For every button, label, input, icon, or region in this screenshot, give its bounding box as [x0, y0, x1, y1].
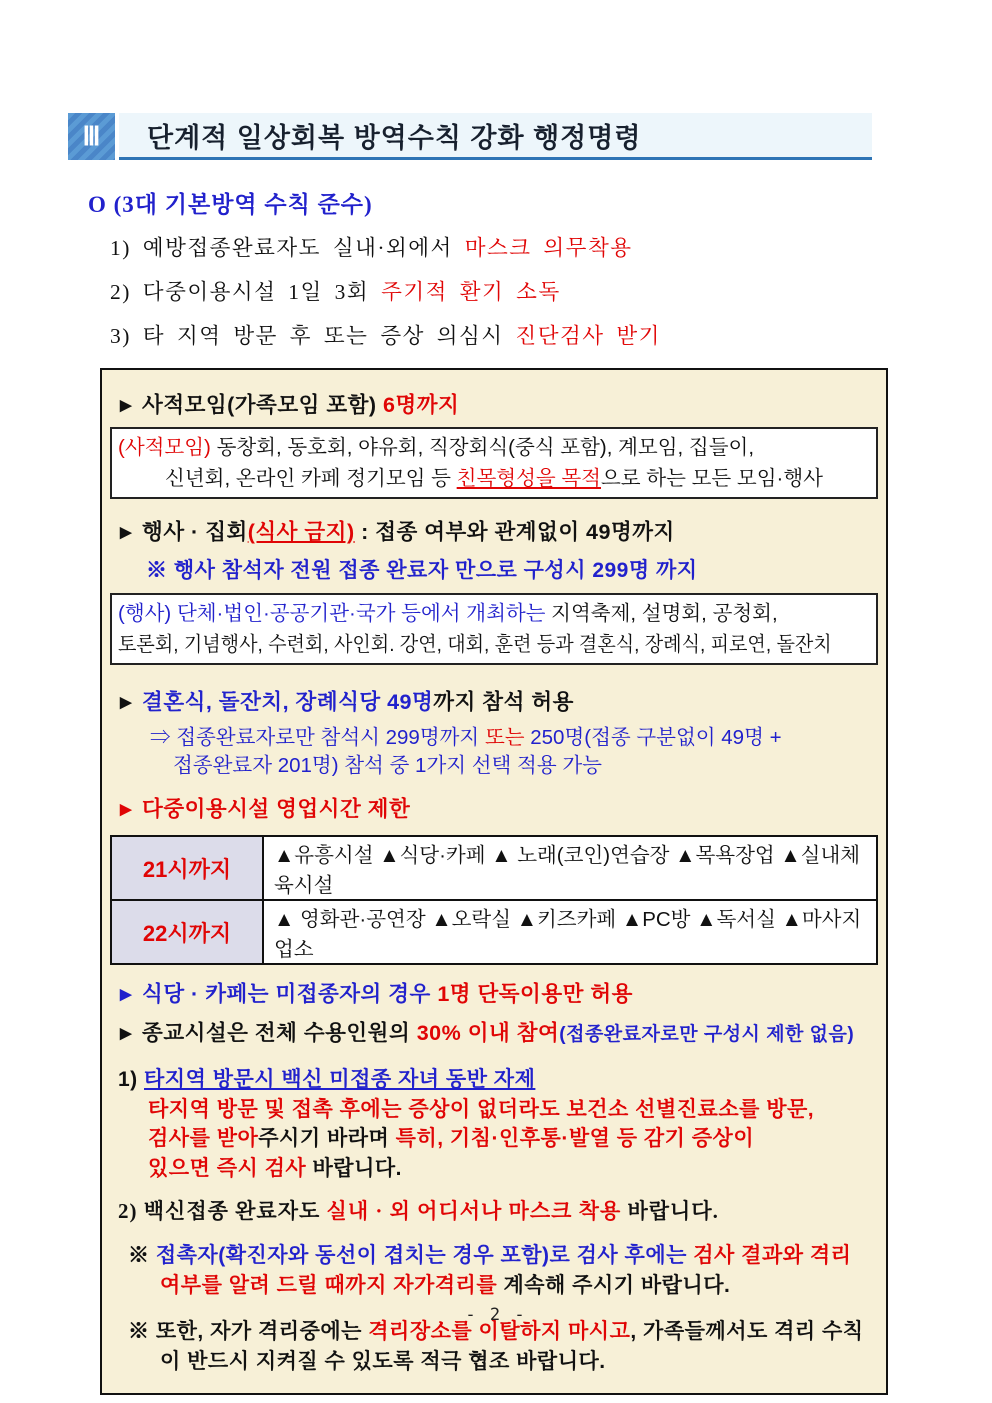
- facilities-cell: ▲유흥시설 ▲식당·카페 ▲ 노래(코인)연습장 ▲목욕장업 ▲실내체육시설: [263, 836, 877, 900]
- note-text: 으로 하는 모든 모임·행사: [601, 467, 823, 490]
- advice-number: 1): [118, 1068, 145, 1091]
- rule-text: : 접종 여부와 관계없이 49명까지: [354, 520, 675, 544]
- rule-limit: 1명 단독이용만 허용: [437, 982, 633, 1006]
- option-text: 접종완료자로만 참석시 299명까지: [176, 726, 485, 749]
- advice-text: 특히, 기침·인후통·발열 등 감기 증상이: [395, 1127, 755, 1150]
- facilities-cell: ▲ 영화관·공연장 ▲오락실 ▲키즈카페 ▲PC방 ▲독서실 ▲마사지업소: [263, 900, 877, 964]
- item-highlight: 주기적 환기 소독: [381, 280, 561, 304]
- rule-title: 다중이용시설 영업시간 제한: [142, 797, 411, 821]
- advice-text: 바랍니다.: [621, 1199, 719, 1223]
- rule-exception: (접종완료자로만 구성시 제한 없음): [559, 1024, 855, 1045]
- intro-item-2: [110, 278, 902, 307]
- advice-text: 바랍니다.: [312, 1156, 402, 1180]
- table-row: [111, 900, 877, 964]
- time-limit-cell: 22시까지: [111, 900, 263, 964]
- section-title: 단계적 일상회복 방역수칙 강화 행정명령: [147, 122, 642, 153]
- note-text: , 가족들께서도 격리 수칙이 반드시 지켜질 수 있도록 적극 협조 바랍니다.: [160, 1320, 864, 1373]
- triangle-bullet-icon: ▶: [120, 801, 133, 818]
- no-meal-label: (식사 금지): [247, 520, 355, 544]
- note-highlight: 격리장소를 이탈하지 마시고: [368, 1320, 631, 1343]
- section-header: [68, 113, 872, 160]
- rule-text: 행사 · 집회: [142, 520, 248, 544]
- mask-advice-line: [118, 1195, 878, 1225]
- quarantine-note-1: [128, 1241, 878, 1301]
- intro-item-3: [110, 322, 902, 351]
- rule-text: 종교시설은 전체 수용인원의: [142, 1021, 417, 1045]
- item-text: 다중이용시설 1일 3회: [142, 280, 382, 304]
- note-text: 지역축제, 설명회, 공청회,: [551, 602, 778, 625]
- item-number: 3): [110, 324, 131, 348]
- note-text: 토론회, 기념행사, 수련회, 사인회. 강연, 대회, 훈련 등과 결혼식, 장례식, 피로연, 돌잔치: [118, 633, 832, 656]
- note-line-2: [118, 463, 870, 494]
- note-highlight: 친목형성을 목적: [456, 467, 601, 490]
- wedding-option-line-2: 접종완료자 201명) 참석 중 1가지 선택 적용 가능: [173, 754, 602, 777]
- advice-line-1: 타지역 방문 및 접촉 후에는 증상이 없더라도 보건소 선별진료소를 방문,: [148, 1097, 815, 1121]
- or-highlight: 또는: [484, 726, 525, 749]
- item-number: 2): [110, 280, 131, 304]
- triangle-bullet-icon: ▶: [120, 397, 133, 414]
- item-highlight: 마스크 의무착용: [464, 236, 633, 260]
- triangle-bullet-icon: ▶: [120, 1025, 133, 1042]
- triangle-bullet-icon: ▶: [120, 694, 133, 711]
- advice-text: 주시기 바라며: [258, 1127, 396, 1150]
- section-number-badge: [68, 113, 115, 160]
- wedding-option-line-1: [150, 724, 878, 752]
- rule-limit: 30% 이내 참여: [416, 1021, 560, 1045]
- arrow-icon: ⇒: [150, 726, 177, 749]
- travel-advice-block: [118, 1065, 878, 1183]
- event-definition-note: [110, 593, 878, 665]
- intro-item-1: [110, 234, 902, 263]
- advice-text: 백신접종 완료자도: [143, 1199, 327, 1223]
- advice-line-3: [148, 1154, 878, 1184]
- advice-text: 있으면 즉시 검사: [148, 1156, 313, 1180]
- event-exception-note: ※ 행사 참석자 전원 접종 완료자 만으로 구성시 299명 까지: [146, 559, 698, 582]
- rule-text: 까지 참석 허용: [433, 690, 574, 714]
- section-title-bar: [119, 113, 872, 160]
- triangle-bullet-icon: ▶: [120, 524, 133, 541]
- quarantine-note-2: [128, 1317, 878, 1377]
- note-text: 계속해 주시기 바랍니다.: [497, 1274, 731, 1297]
- private-gathering-note: [110, 427, 878, 499]
- item-text: 예방접종완료자도 실내·외에서: [142, 236, 465, 260]
- note-mark: ※: [128, 1320, 156, 1343]
- note-text: 신년회, 온라인 카페 정기모임 등: [165, 467, 457, 490]
- option-text: 250명(접종 구분없이 49명 +: [524, 726, 782, 749]
- note-highlight: 검사 결과와 격리 여부를 알려 드릴 때까지 자가격리를: [160, 1244, 852, 1297]
- rules-box: [100, 368, 888, 1395]
- item-text: 타 지역 방문 후 또는 증상 의심시: [142, 324, 516, 348]
- advice-highlight: 실내 · 외 어디서나 마스크 착용: [326, 1199, 622, 1223]
- table-row: [111, 836, 877, 900]
- private-gathering-rule: [120, 388, 878, 419]
- advice-number: 2): [118, 1199, 144, 1223]
- event-assembly-rule: [120, 515, 878, 546]
- note-text: 접촉자(확진자와 동선이 겹치는 경우 포함)로 검사 후에는: [155, 1244, 694, 1267]
- note-label: (사적모임): [118, 436, 217, 459]
- business-hours-table: [110, 835, 878, 965]
- note-label: (행사) 단체·법인·공공기관·국가 등에서 개최하는: [118, 602, 552, 625]
- item-number: 1): [110, 236, 131, 260]
- note-line-1: [118, 436, 754, 459]
- note-line-1: [118, 602, 778, 625]
- note-mark: ※: [128, 1244, 156, 1267]
- restaurant-cafe-rule: [120, 977, 878, 1008]
- advice-title: 타지역 방문시 백신 미접종 자녀 동반 자제: [144, 1068, 536, 1091]
- advice-line-2: [148, 1124, 878, 1154]
- note-text: 동창회, 동호회, 야유회, 직장회식(중식 포함), 계모임, 집들이,: [216, 436, 755, 459]
- wedding-rule: [120, 685, 878, 716]
- rule-highlight: 결혼식, 돌잔치, 장례식당 49명: [142, 690, 434, 714]
- note-line-2: [118, 629, 870, 660]
- rule-text: 식당 · 카페는 미접종자의 경우: [142, 982, 438, 1006]
- page-number: - 2 -: [465, 1305, 527, 1325]
- advice-title-line: [118, 1065, 878, 1095]
- note-text: 또한, 자가 격리중에는: [155, 1320, 369, 1343]
- section-number: Ⅲ: [82, 121, 101, 151]
- intro-heading: O (3대 기본방역 수칙 준수): [88, 192, 373, 217]
- business-hours-rule: [120, 792, 878, 823]
- religious-facility-rule: [120, 1016, 878, 1047]
- rule-text: 사적모임(가족모임 포함): [142, 393, 384, 417]
- item-highlight: 진단검사 받기: [515, 324, 661, 348]
- rule-limit: 6명까지: [383, 393, 460, 417]
- advice-text: 검사를 받아: [148, 1127, 259, 1150]
- intro-block: [88, 186, 902, 351]
- triangle-bullet-icon: ▶: [120, 986, 133, 1003]
- time-limit-cell: 21시까지: [111, 836, 263, 900]
